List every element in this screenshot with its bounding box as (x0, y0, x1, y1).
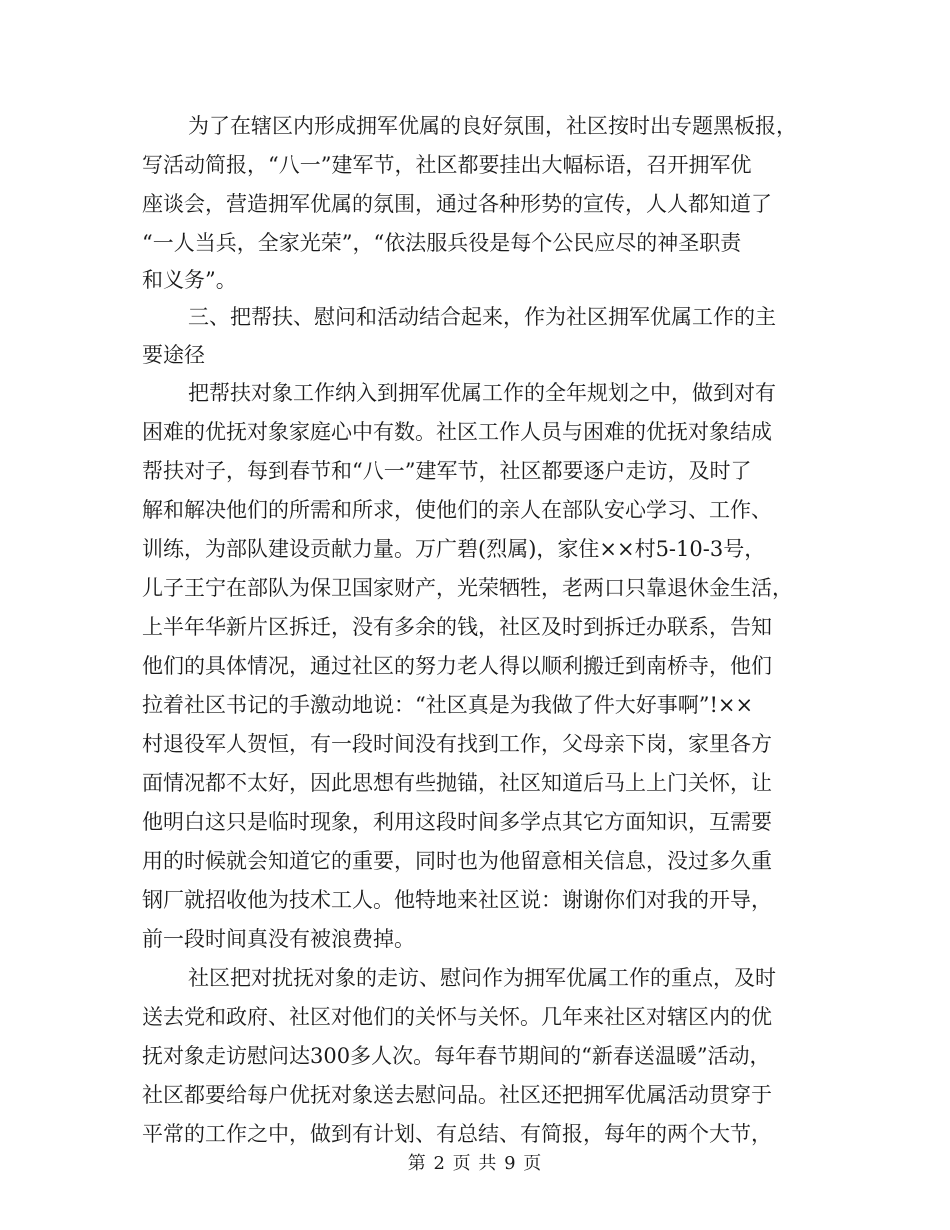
text-line: 社区都要给每户优抚对象送去慰问品。社区还把拥军优属活动贯穿于 (142, 1083, 772, 1107)
text-line: 帮扶对子，每到春节和“八一”建军节，社区都要逐户走访，及时了 (142, 459, 752, 483)
section-heading: 三、把帮扶、慰问和活动结合起来，作为社区拥军优属工作的主 (188, 305, 776, 329)
text-line: 和义务”。 (142, 268, 237, 292)
text-line: 座谈会，营造拥军优属的氛围，通过各种形势的宣传，人人都知道了 (142, 192, 772, 216)
paragraph-first-line: 为了在辖区内形成拥军优属的良好氛围，社区按时出专题黑板报， (188, 114, 797, 138)
text-line: 解和解决他们的所需和所求，使他们的亲人在部队安心学习、工作、 (142, 498, 772, 522)
text-line: “一人当兵，全家光荣”，“依法服兵役是每个公民应尽的神圣职责 (142, 231, 742, 255)
text-line: 前一段时间真没有被浪费掉。 (142, 927, 415, 951)
text-line: 写活动简报，“八一”建军节，社区都要挂出大幅标语，召开拥军优 (142, 153, 752, 177)
text-line: 儿子王宁在部队为保卫国家财产，光荣牺牲，老两口只靠退休金生活， (142, 576, 793, 600)
text-line: 钢厂就招收他为技术工人。他特地来社区说：谢谢你们对我的开导， (142, 888, 772, 912)
paragraph-first-line: 社区把对扰抚对象的走访、慰问作为拥军优属工作的重点，及时 (188, 966, 776, 990)
text-line: 上半年华新片区拆迁，没有多余的钱，社区及时到拆迁办联系，告知 (142, 615, 772, 639)
section-heading-cont: 要途径 (142, 343, 205, 367)
text-line: 训练，为部队建设贡献力量。万广碧(烈属)，家住××村5-10-3号， (142, 537, 766, 561)
text-line: 面情况都不太好，因此思想有些抛锚，社区知道后马上上门关怀，让 (142, 771, 772, 795)
paragraph-first-line: 把帮扶对象工作纳入到拥军优属工作的全年规划之中，做到对有 (188, 381, 776, 405)
text-line: 他们的具体情况，通过社区的努力老人得以顺利搬迁到南桥寺，他们 (142, 654, 772, 678)
text-line: 困难的优抚对象家庭心中有数。社区工作人员与困难的优抚对象结成 (142, 420, 772, 444)
text-line: 抚对象走访慰问达300多人次。每年春节期间的“新春送温暖”活动， (142, 1044, 771, 1068)
page-number-footer: 第 2 页 共 9 页 (407, 1153, 543, 1174)
text-line: 拉着社区书记的手激动地说：“社区真是为我做了件大好事啊”!×× (142, 693, 754, 717)
text-line: 用的时候就会知道它的重要，同时也为他留意相关信息，没过多久重 (142, 849, 772, 873)
text-line: 平常的工作之中，做到有计划、有总结、有简报，每年的两个大节， (142, 1122, 772, 1146)
text-line: 村退役军人贺恒，有一段时间没有找到工作，父母亲下岗，家里各方 (142, 732, 772, 756)
text-line: 送去党和政府、社区对他们的关怀与关怀。几年来社区对辖区内的优 (142, 1005, 772, 1029)
text-line: 他明白这只是临时现象，利用这段时间多学点其它方面知识，互需要 (142, 810, 772, 834)
